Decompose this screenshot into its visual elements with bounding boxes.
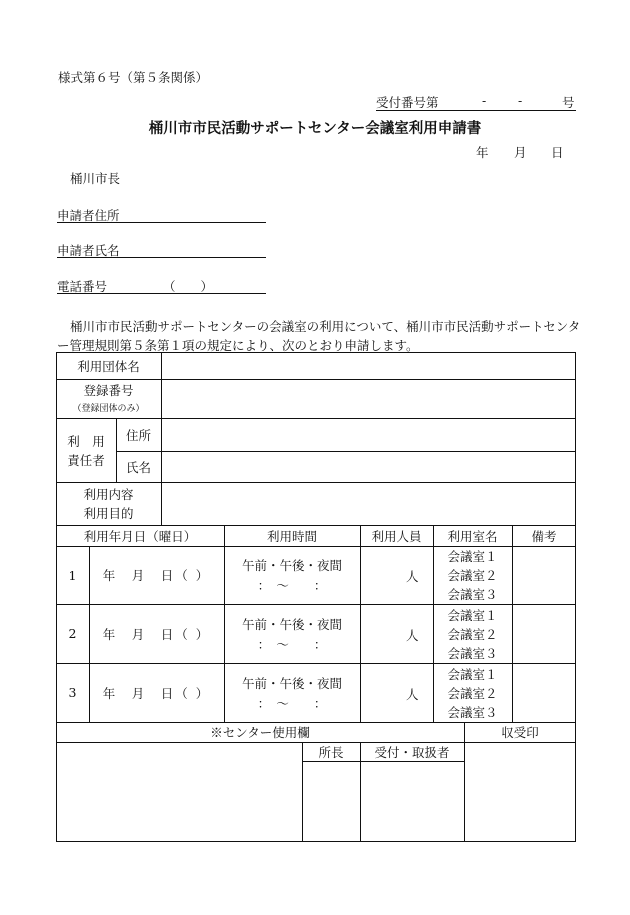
reg-number-note: （登録団体のみ） bbox=[72, 403, 145, 414]
applicant-name-field[interactable] bbox=[57, 241, 266, 258]
content-header bbox=[56, 482, 161, 525]
row-room-2[interactable]: 会議室２ bbox=[447, 686, 498, 701]
row-room-3[interactable]: 会議室３ bbox=[447, 646, 498, 661]
phone-label: 電話番号 bbox=[57, 279, 108, 294]
receipt-number bbox=[376, 93, 576, 111]
applicant-address-label: 申請者住所 bbox=[57, 208, 120, 223]
director-label: 所長 bbox=[318, 744, 344, 760]
table-row bbox=[0, 546, 630, 604]
body-text-line-1: 桶川市市民活動サポートセンターの会議室の利用について、桶川市市民活動サポートセンタ bbox=[70, 319, 581, 334]
addressee: 桶川市長 bbox=[70, 171, 121, 186]
row-time-period[interactable]: 午前・午後・夜間 bbox=[241, 617, 342, 632]
table-row bbox=[0, 604, 630, 663]
header-time: 利用時間 bbox=[266, 528, 317, 544]
row-number: 3 bbox=[68, 685, 77, 700]
group-name-label: 利用団体名 bbox=[77, 358, 140, 374]
receipt-suffix: 号 bbox=[562, 95, 575, 110]
receipt-dash-1: - bbox=[482, 93, 487, 108]
handler-label: 受付・取扱者 bbox=[374, 744, 450, 760]
purpose-label: 利用目的 bbox=[83, 506, 134, 521]
date-year: 年 bbox=[476, 145, 489, 160]
receipt-stamp-label: 収受印 bbox=[501, 725, 539, 740]
row-room-1[interactable]: 会議室１ bbox=[447, 667, 498, 682]
responsible-name-cell[interactable] bbox=[162, 452, 575, 481]
receipt-prefix: 受付番号第 bbox=[376, 95, 439, 110]
header-note: 備考 bbox=[531, 528, 557, 544]
form-number: 様式第６号（第５条関係） bbox=[58, 70, 209, 85]
header-date: 利用年月日（曜日） bbox=[83, 528, 197, 544]
row-room-2[interactable]: 会議室２ bbox=[447, 627, 498, 642]
responsible-address-cell[interactable] bbox=[162, 419, 575, 450]
table-row bbox=[0, 663, 630, 722]
content-label: 利用内容 bbox=[83, 487, 134, 502]
row-time-period[interactable]: 午前・午後・夜間 bbox=[241, 676, 342, 691]
responsible-address-label: 住所 bbox=[125, 427, 151, 443]
row-time-period[interactable]: 午前・午後・夜間 bbox=[241, 558, 342, 573]
reg-number-header bbox=[56, 379, 161, 418]
row-time-range[interactable]: ： 〜 ： bbox=[257, 696, 327, 711]
responsible-label-2: 責任者 bbox=[67, 453, 105, 468]
row-number: 1 bbox=[68, 567, 77, 583]
date-day: 日 bbox=[551, 145, 564, 160]
reg-number-cell[interactable] bbox=[162, 380, 575, 417]
row-people-unit: 人 bbox=[406, 687, 419, 702]
row-date[interactable]: 年 月 日（ ） bbox=[102, 626, 211, 642]
receipt-dash-2: - bbox=[518, 93, 523, 108]
center-use-label: ※センター使用欄 bbox=[210, 725, 310, 740]
row-date[interactable]: 年 月 日（ ） bbox=[102, 568, 211, 583]
content-cell[interactable] bbox=[162, 483, 575, 524]
row-people-unit: 人 bbox=[406, 628, 419, 643]
row-time-range[interactable]: ： 〜 ： bbox=[257, 578, 327, 593]
phone-parens: （ ） bbox=[163, 279, 214, 294]
row-room-3[interactable]: 会議室３ bbox=[447, 587, 498, 602]
responsible-header bbox=[56, 418, 116, 482]
row-room-2[interactable]: 会議室２ bbox=[447, 568, 498, 583]
row-room-3[interactable]: 会議室３ bbox=[447, 705, 498, 720]
row-number: 2 bbox=[68, 626, 77, 641]
row-room-1[interactable]: 会議室１ bbox=[447, 608, 498, 623]
row-people-unit: 人 bbox=[406, 569, 419, 584]
date-month: 月 bbox=[514, 145, 527, 160]
row-time-range[interactable]: ： 〜 ： bbox=[257, 637, 327, 652]
header-people: 利用人員 bbox=[371, 528, 422, 544]
group-name-cell[interactable] bbox=[162, 353, 575, 378]
applicant-name-label: 申請者氏名 bbox=[57, 243, 120, 258]
phone-field[interactable] bbox=[57, 277, 266, 294]
reg-number-label: 登録番号 bbox=[83, 383, 134, 398]
page-title: 桶川市市民活動サポートセンター会議室利用申請書 bbox=[148, 121, 482, 137]
row-date[interactable]: 年 月 日（ ） bbox=[102, 685, 211, 701]
body-text-line-2: ー管理規則第５条第１項の規定により、次のとおり申請します。 bbox=[57, 338, 419, 353]
responsible-label-1: 利 用 bbox=[67, 434, 105, 449]
header-room: 利用室名 bbox=[447, 528, 498, 544]
responsible-name-label: 氏名 bbox=[125, 459, 151, 475]
applicant-address-field[interactable] bbox=[57, 206, 266, 223]
row-room-1[interactable]: 会議室１ bbox=[447, 549, 498, 564]
